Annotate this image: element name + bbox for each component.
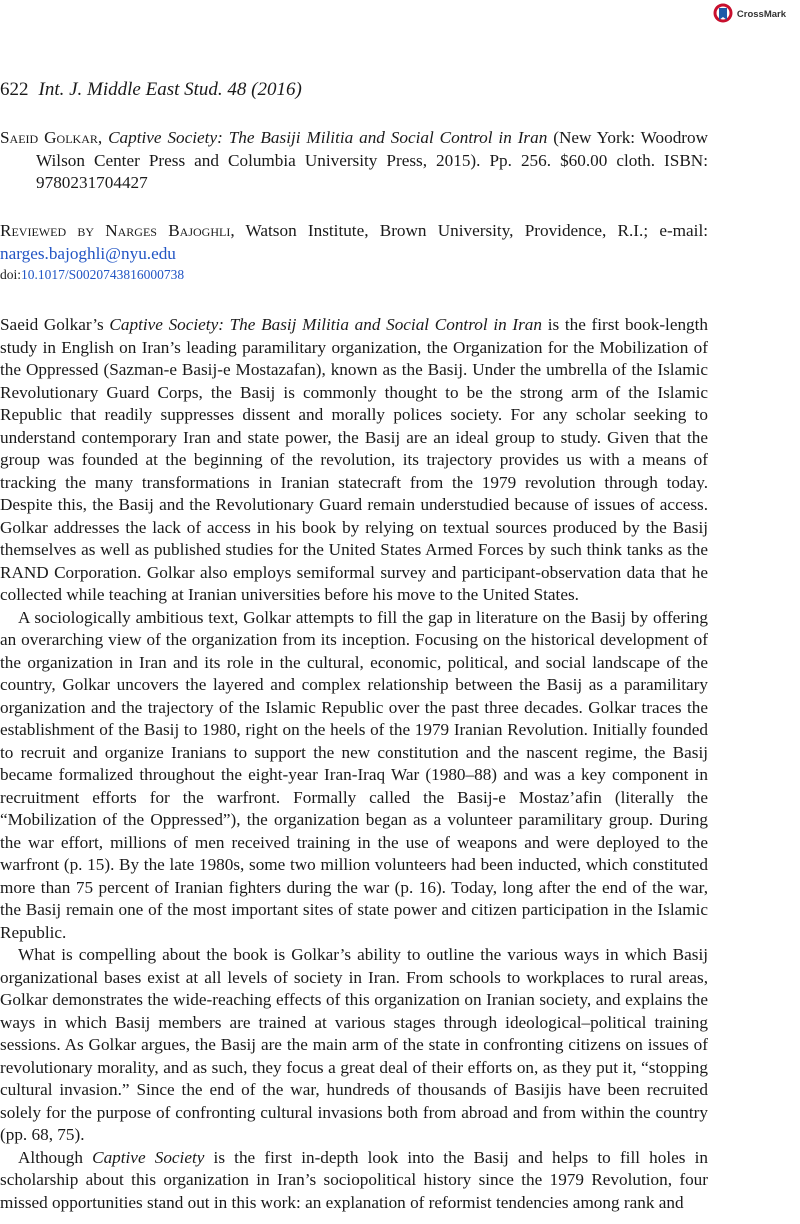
body-paragraph-1 — [0, 314, 708, 607]
paragraph-text: is the first in-depth look into the Basij and helps to fill holes in scholarship about this organization in Iran’s sociopolitical history since the 1979 Revolution, four missed opportunities stand out in this work: an explanation of reformist tendencies among rank and — [0, 1147, 708, 1212]
doi-label: doi: — [0, 267, 22, 282]
review-body — [0, 314, 708, 1214]
journal-citation: Int. J. Middle East Stud. 48 (2016) — [38, 79, 302, 100]
reviewer: Reviewed by Narges Bajoghli — [0, 221, 231, 240]
paragraph-text: A sociologically ambitious text, Golkar attempts to fill the gap in literature on the Basij by offering an overarching view of the organization from its inception. Focusing on the historical development of the organization in Iran and its role in the cultural, economic, political, and social landscape of the country, Golkar uncovers the layered and complex relationship between the Basij as a paramilitary organization and the trajectory of the Islamic Republic over the past three decades. Golkar traces the establishment of the Basij to 1980, right on the heels of the 1979 Iranian Revolution. Initially founded to recruit and organize Iranians to support the new constitution and the nascent regime, the Basij became formalized throughout the eight-year Iran-Iraq War (1980–88) and was a key component in recruitment efforts for the warfront. Formally called the Basij-e Mostaz’afin (literally the “Mobilization of the Oppressed”), the organization began as a volunteer paramilitary group. During the war effort, millions of men received training in the use of weapons and were deployed to the warfront (p. 15). By the late 1980s, some two million volunteers had been inducted, which constituted more than 75 percent of Iranian fighters during the war (p. 16). Today, long after the end of the war, the Basij remain one of the most important sites of state power and citizen participation in the Islamic Republic. — [0, 607, 708, 942]
doi-link[interactable]: 10.1017/S0020743816000738 — [21, 267, 185, 282]
paragraph-book-title: Captive Society — [92, 1147, 205, 1167]
body-paragraph-2 — [0, 607, 708, 945]
book-author: Saeid Golkar — [0, 128, 98, 147]
paragraph-lead: Saeid Golkar’s — [0, 315, 110, 334]
book-entry: Saeid Golkar, Captive Society: The Basiji Militia and Social Control in Iran (New York: Woodrow Wilson Center Press and Columbia University Press, 2015). Pp. 256. $60.00 cloth. ISBN: 9780231704427 — [0, 128, 709, 192]
crossmark-badge[interactable] — [713, 2, 786, 26]
book-title: Captive Society: The Basiji Militia and Social Control in Iran — [108, 128, 548, 147]
body-paragraph-4 — [0, 1147, 708, 1215]
crossmark-icon — [713, 2, 733, 26]
paragraph-text: What is compelling about the book is Golkar’s ability to outline the various ways in which Basij organizational bases exist at all levels of society in Iran. From schools to workplaces to rural areas, Golkar demonstrates the wide-reaching effects of this organization on Iranian society, and explains the ways in which Basij members are trained at various stages through ideological–political training sessions. As Golkar argues, the Basij are the main arm of the state in confronting citizens on issues of revolutionary morality, and as such, they focus a great deal of their efforts on, as they put it, “stopping cultural invasion.” Since the end of the war, hundreds of thousands of Basijis have been recruited solely for the purpose of confronting cultural invasions both from abroad and from within the country (pp. 68, 75). — [0, 945, 708, 1144]
reviewer-affiliation: , Watson Institute, Brown University, Providence, R.I.; e-mail: — [230, 221, 708, 240]
page-number: 622 — [0, 79, 29, 100]
running-header — [0, 78, 302, 102]
paragraph-lead: Although — [18, 1147, 93, 1167]
paragraph-book-title: Captive Society: The Basij Militia and Social Control in Iran — [109, 315, 542, 334]
review-byline — [0, 220, 708, 285]
reviewer-email-link[interactable]: narges.bajoghli@nyu.edu — [0, 243, 176, 263]
paragraph-text: is the first book-length study in English on Iran’s leading paramilitary organization, the Organization for the Mobilization of the Oppressed (Sazman-e Basij-e Mostazafan), known as the Basij. Under the umbrella of the Islamic Revolutionary Guard Corps, the Basij is commonly thought to be the strong arm of the Islamic Republic that readily suppresses dissent and morally polices society. For any scholar seeking to understand contemporary Iran and state power, the Basij are an ideal group to study. Given that the group was founded at the beginning of the revolution, its trajectory provides us with a means of tracking the many transformations in Iranian statecraft from the 1979 revolution through today. Despite this, the Basij and the Revolutionary Guard remain understudied because of issues of access. Golkar addresses the lack of access in his book by relying on textual sources produced by the Basij themselves as well as published studies for the United States Armed Forces by such think tanks as the RAND Corporation. Golkar also employs semiformal survey and participant-observation data that he collected while teaching at Iranian universities before his move to the United States. — [0, 315, 709, 604]
book-details: (New York: Woodrow Wilson Center Press and Columbia University Press, 2015). Pp. 256. $60.00 cloth. ISBN: 9780231704427 — [36, 128, 709, 192]
crossmark-label: CrossMark — [736, 8, 786, 20]
doi-line — [0, 265, 708, 285]
body-paragraph-3 — [0, 944, 708, 1147]
